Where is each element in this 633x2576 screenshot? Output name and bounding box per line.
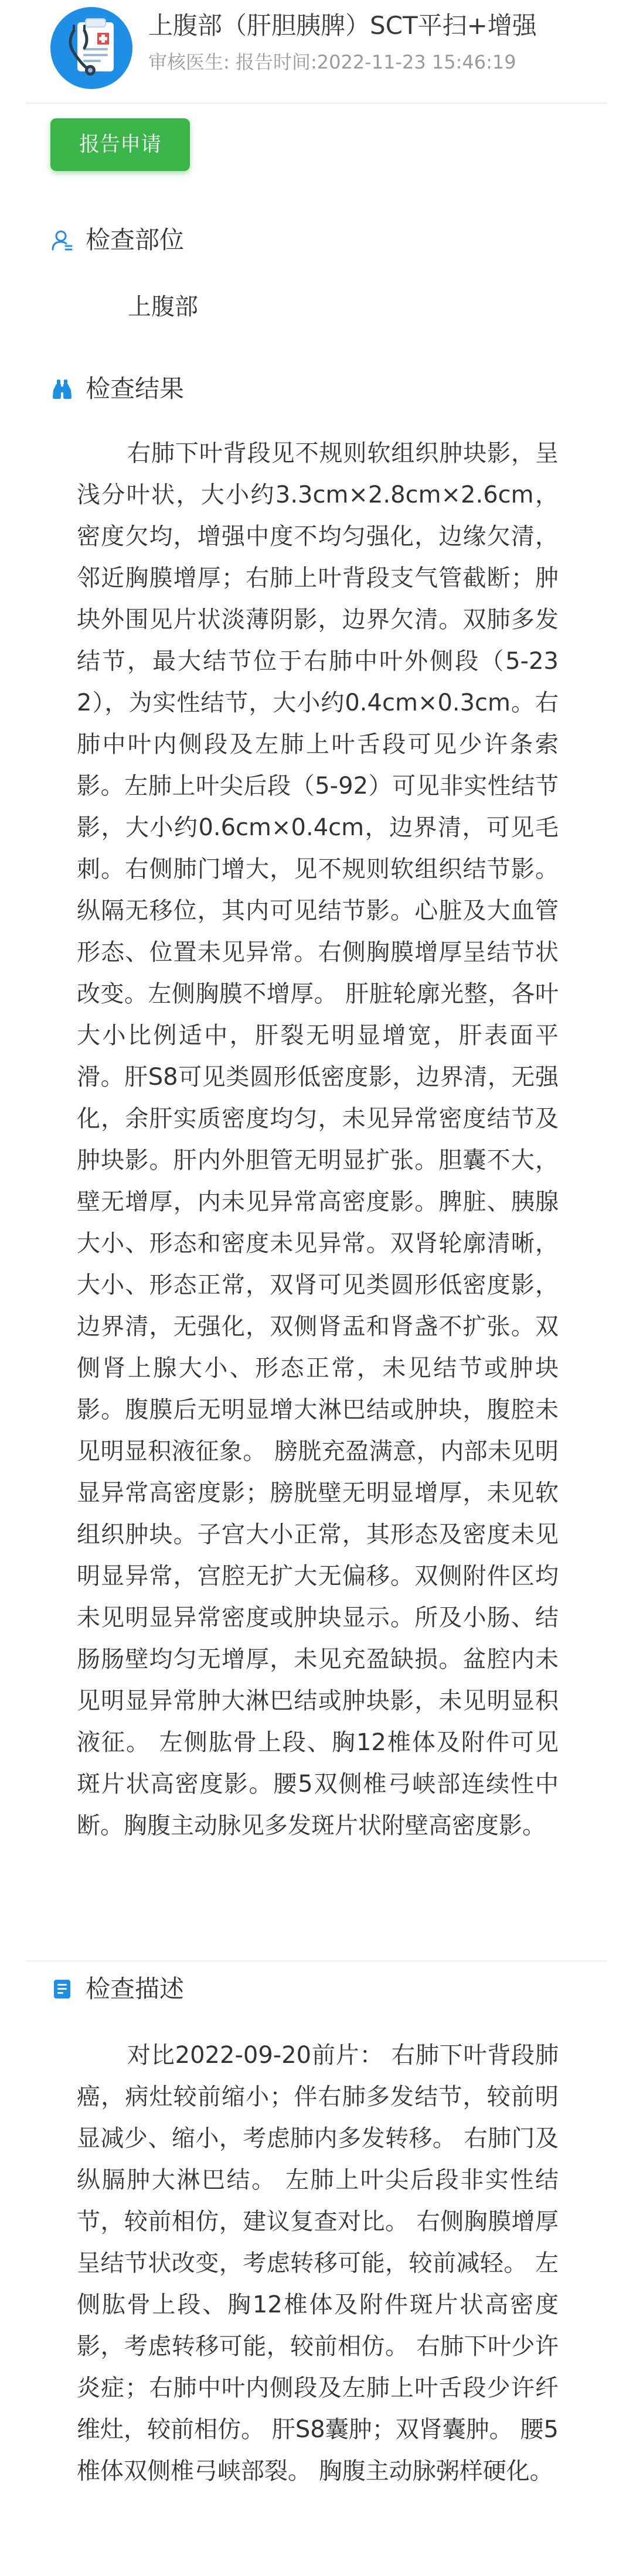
exam-part-value: 上腹部	[128, 293, 198, 320]
section-result-title: 检查结果	[86, 374, 185, 403]
page-title: 上腹部（肝胆胰脾）SCT平扫+增强	[148, 11, 537, 40]
section-description-header	[50, 1972, 184, 2007]
medical-report-icon	[50, 7, 132, 89]
header-divider	[26, 103, 607, 104]
binoculars-icon	[50, 377, 74, 401]
report-meta: 审核医生: 报告时间:2022-11-23 15:46:19	[148, 51, 516, 73]
document-icon	[50, 1977, 74, 2001]
section-part-title: 检查部位	[86, 226, 185, 254]
section-divider	[26, 1960, 607, 1962]
section-description-title: 检查描述	[86, 1974, 185, 2003]
user-icon	[50, 228, 74, 252]
report-header	[0, 0, 633, 103]
section-part-header	[50, 223, 184, 258]
report-apply-button[interactable]: 报告申请	[50, 118, 190, 171]
exam-result-text: 右肺下叶背段见不规则软组织肿块影，呈浅分叶状，大小约3.3cm×2.8cm×2.6cm，密度欠均，增强中度不均匀强化，边缘欠清，邻近胸膜增厚；右肺上叶背段支气管截断；肿块外围见片状淡薄阴影，边界欠清。双肺多发结节，最大结节位于右肺中叶外侧段（5-232），为实性结节，大小约0.4cm×0.3cm。右肺中叶内侧段及左肺上叶舌段可见少许条索影。左肺上叶尖后段（5-92）可见非实性结节影，大小约0.6cm×0.4cm，边界清，可见毛刺。右侧肺门增大，见不规则软组织结节影。纵隔无移位，其内可见结节影。心脏及大血管形态、位置未见异常。右侧胸膜增厚呈结节状改变。左侧胸膜不增厚。 肝脏轮廓光整，各叶大小比例适中，肝裂无明显增宽，肝表面平滑。肝S8可见类圆形低密度影，边界清，无强化，余肝实质密度均匀，未见异常密度结节及肿块影。肝内外胆管无明显扩张。胆囊不大，壁无增厚，内未见异常高密度影。脾脏、胰腺大小、形态和密度未见异常。双肾轮廓清晰，大小、形态正常，双肾可见类圆形低密度影，边界清，无强化，双侧肾盂和肾盏不扩张。双侧肾上腺大小、形态正常，未见结节或肿块影。腹膜后无明显增大淋巴结或肿块，腹腔未见明显积液征象。 膀胱充盈满意，内部未见明显异常高密度影；膀胱壁无明显增厚，未见软组织肿块。子宫大小正常，其形态及密度未见明显异常，宫腔无扩大无偏移。双侧附件区均未见明显异常密度或肿块显示。所及小肠、结肠肠壁均匀无增厚，未见充盈缺损。盆腔内未见明显异常肿大淋巴结或肿块影，未见明显积液征。 左侧肱骨上段、胸12椎体及附件可见斑片状高密度影。腰5双侧椎弓峡部连续性中断。胸腹主动脉见多发斑片状附壁高密度影。	[77, 440, 559, 1839]
section-result-header	[50, 371, 184, 406]
exam-description-text: 对比2022-09-20前片： 右肺下叶背段肺癌，病灶较前缩小；伴右肺多发结节，较前明显减少、缩小，考虑肺内多发转移。 右肺门及纵膈肿大淋巴结。 左肺上叶尖后段非实性结节，较前相仿，建议复查对比。 右侧胸膜增厚呈结节状改变，考虑转移可能，较前减轻。 左侧肱骨上段、胸12椎体及附件斑片状高密度影，考虑转移可能，较前相仿。 右肺下叶少许炎症；右肺中叶内侧段及左肺上叶舌段少许纤维灶，较前相仿。 肝S8囊肿；双肾囊肿。 腰5椎体双侧椎弓峡部裂。 胸腹主动脉粥样硬化。	[77, 2042, 559, 2485]
